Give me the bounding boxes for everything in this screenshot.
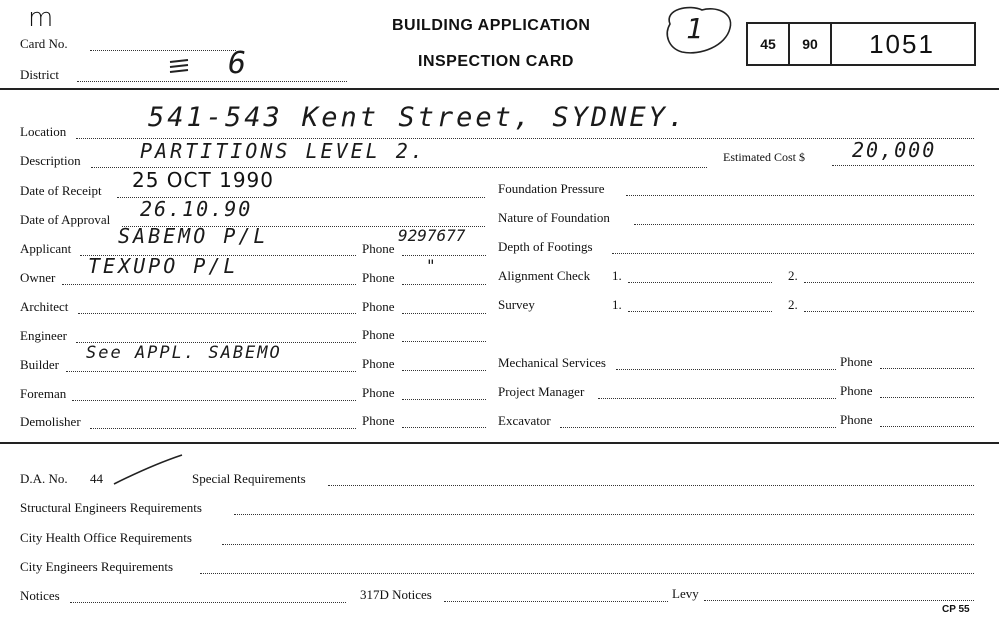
- mechanical-services-label: Mechanical Services: [498, 355, 606, 370]
- mechanical-services-line: [616, 369, 836, 370]
- foundation-pressure-line: [626, 195, 974, 196]
- demolisher-phone-label: Phone: [362, 413, 395, 428]
- estimated-cost-line: [832, 165, 974, 166]
- alignment-check-1: 1.: [612, 268, 622, 283]
- district-value: 6: [228, 46, 249, 81]
- card-no-line: [90, 50, 236, 51]
- demolisher-line: [90, 428, 356, 429]
- nature-of-foundation-line: [634, 224, 974, 225]
- nature-of-foundation-label: Nature of Foundation: [498, 210, 610, 225]
- alignment-check-1-line: [628, 282, 772, 283]
- engineer-phone-line: [402, 341, 486, 342]
- excavator-phone-label: Phone: [840, 412, 873, 427]
- da-no-value: 44: [90, 471, 103, 486]
- foreman-phone-label: Phone: [362, 385, 395, 400]
- notices-label: Notices: [20, 588, 60, 603]
- excavator-label: Excavator: [498, 413, 551, 428]
- survey-1-line: [628, 311, 772, 312]
- demolisher-phone-line: [402, 427, 486, 428]
- depth-of-footings-line: [612, 253, 974, 254]
- applicant-phone-value: 9297677: [398, 226, 466, 245]
- survey-2-line: [804, 311, 974, 312]
- survey-1: 1.: [612, 297, 622, 312]
- structural-requirements-label: Structural Engineers Requirements: [20, 500, 202, 515]
- builder-phone-line: [402, 370, 486, 371]
- alignment-check-2: 2.: [788, 268, 798, 283]
- description-label: Description: [20, 153, 81, 168]
- district-label: District: [20, 67, 59, 82]
- structural-requirements-line: [234, 514, 974, 515]
- owner-line: [62, 284, 356, 285]
- notices-line: [70, 602, 346, 603]
- project-manager-line: [598, 398, 836, 399]
- city-engineers-requirements-line: [200, 573, 974, 574]
- applicant-label: Applicant: [20, 241, 72, 256]
- owner-phone-label: Phone: [362, 270, 395, 285]
- survey-label: Survey: [498, 297, 535, 312]
- engineer-label: Engineer: [20, 328, 67, 343]
- depth-of-footings-label: Depth of Footings: [498, 239, 593, 254]
- estimated-cost-value: 20,000: [852, 138, 937, 162]
- city-engineers-requirements-label: City Engineers Requirements: [20, 559, 174, 574]
- form-code: CP 55: [942, 604, 970, 615]
- project-manager-phone-label: Phone: [840, 383, 873, 398]
- levy-line: [704, 600, 974, 601]
- special-requirements-line: [328, 485, 974, 486]
- owner-value: TEXUPO P/L: [88, 254, 239, 278]
- foreman-line: [72, 400, 356, 401]
- corner-mark: m: [28, 3, 54, 33]
- foreman-label: Foreman: [20, 386, 67, 401]
- card-no-label: Card No.: [20, 36, 68, 51]
- circled-number: 1: [686, 12, 705, 45]
- alignment-check-label: Alignment Check: [498, 268, 591, 283]
- foundation-pressure-label: Foundation Pressure: [498, 181, 605, 196]
- foreman-phone-line: [402, 399, 486, 400]
- applicant-value: SABEMO P/L: [118, 224, 269, 248]
- project-manager-label: Project Manager: [498, 384, 585, 399]
- date-of-receipt-label: Date of Receipt: [20, 183, 102, 198]
- notices-317d-line: [444, 601, 668, 602]
- header-divider: [0, 88, 999, 90]
- architect-phone-line: [402, 313, 486, 314]
- location-value: 541-543 Kent Street, SYDNEY.: [148, 102, 688, 133]
- excavator-line: [560, 427, 836, 428]
- description-value: PARTITIONS LEVEL 2.: [140, 139, 426, 163]
- scribble-icon: [168, 56, 190, 78]
- engineer-phone-label: Phone: [362, 327, 395, 342]
- architect-line: [78, 313, 356, 314]
- card-number: 1051: [869, 28, 935, 59]
- middle-divider: [0, 442, 999, 444]
- card-title-line-1: BUILDING APPLICATION: [392, 17, 591, 34]
- date-of-receipt-stamp: 25 OCT 1990: [132, 168, 274, 192]
- levy-label: Levy: [672, 586, 699, 601]
- card-title-line-2: INSPECTION CARD: [418, 53, 574, 70]
- mechanical-services-phone-line: [880, 368, 974, 369]
- date-of-approval-label: Date of Approval: [20, 212, 111, 227]
- architect-label: Architect: [20, 299, 69, 314]
- code-cell-2: 90: [802, 36, 818, 52]
- estimated-cost-label: Estimated Cost $: [723, 150, 805, 164]
- da-no-label: D.A. No.: [20, 471, 68, 486]
- code-cell-1: 45: [760, 36, 776, 52]
- district-line: [77, 81, 347, 82]
- alignment-check-2-line: [804, 282, 974, 283]
- health-requirements-label: City Health Office Requirements: [20, 530, 192, 545]
- demolisher-label: Demolisher: [20, 414, 81, 429]
- special-requirements-label: Special Requirements: [192, 471, 306, 486]
- mechanical-services-phone-label: Phone: [840, 354, 873, 369]
- applicant-phone-label: Phone: [362, 241, 395, 256]
- date-of-approval-value: 26.10.90: [140, 197, 253, 221]
- builder-line: [66, 371, 356, 372]
- architect-phone-label: Phone: [362, 299, 395, 314]
- owner-label: Owner: [20, 270, 56, 285]
- location-label: Location: [20, 124, 67, 139]
- card-number-box: [746, 22, 976, 66]
- applicant-phone-line: [402, 255, 486, 256]
- district-struck-value: [168, 56, 190, 76]
- builder-label: Builder: [20, 357, 59, 372]
- notices-317d-label: 317D Notices: [360, 587, 432, 602]
- excavator-phone-line: [880, 426, 974, 427]
- owner-phone-value: ": [426, 256, 438, 275]
- builder-value: See APPL. SABEMO: [86, 343, 282, 363]
- health-requirements-line: [222, 544, 974, 545]
- owner-phone-line: [402, 284, 486, 285]
- builder-phone-label: Phone: [362, 356, 395, 371]
- survey-2: 2.: [788, 297, 798, 312]
- project-manager-phone-line: [880, 397, 974, 398]
- pen-stroke-icon: [110, 452, 186, 488]
